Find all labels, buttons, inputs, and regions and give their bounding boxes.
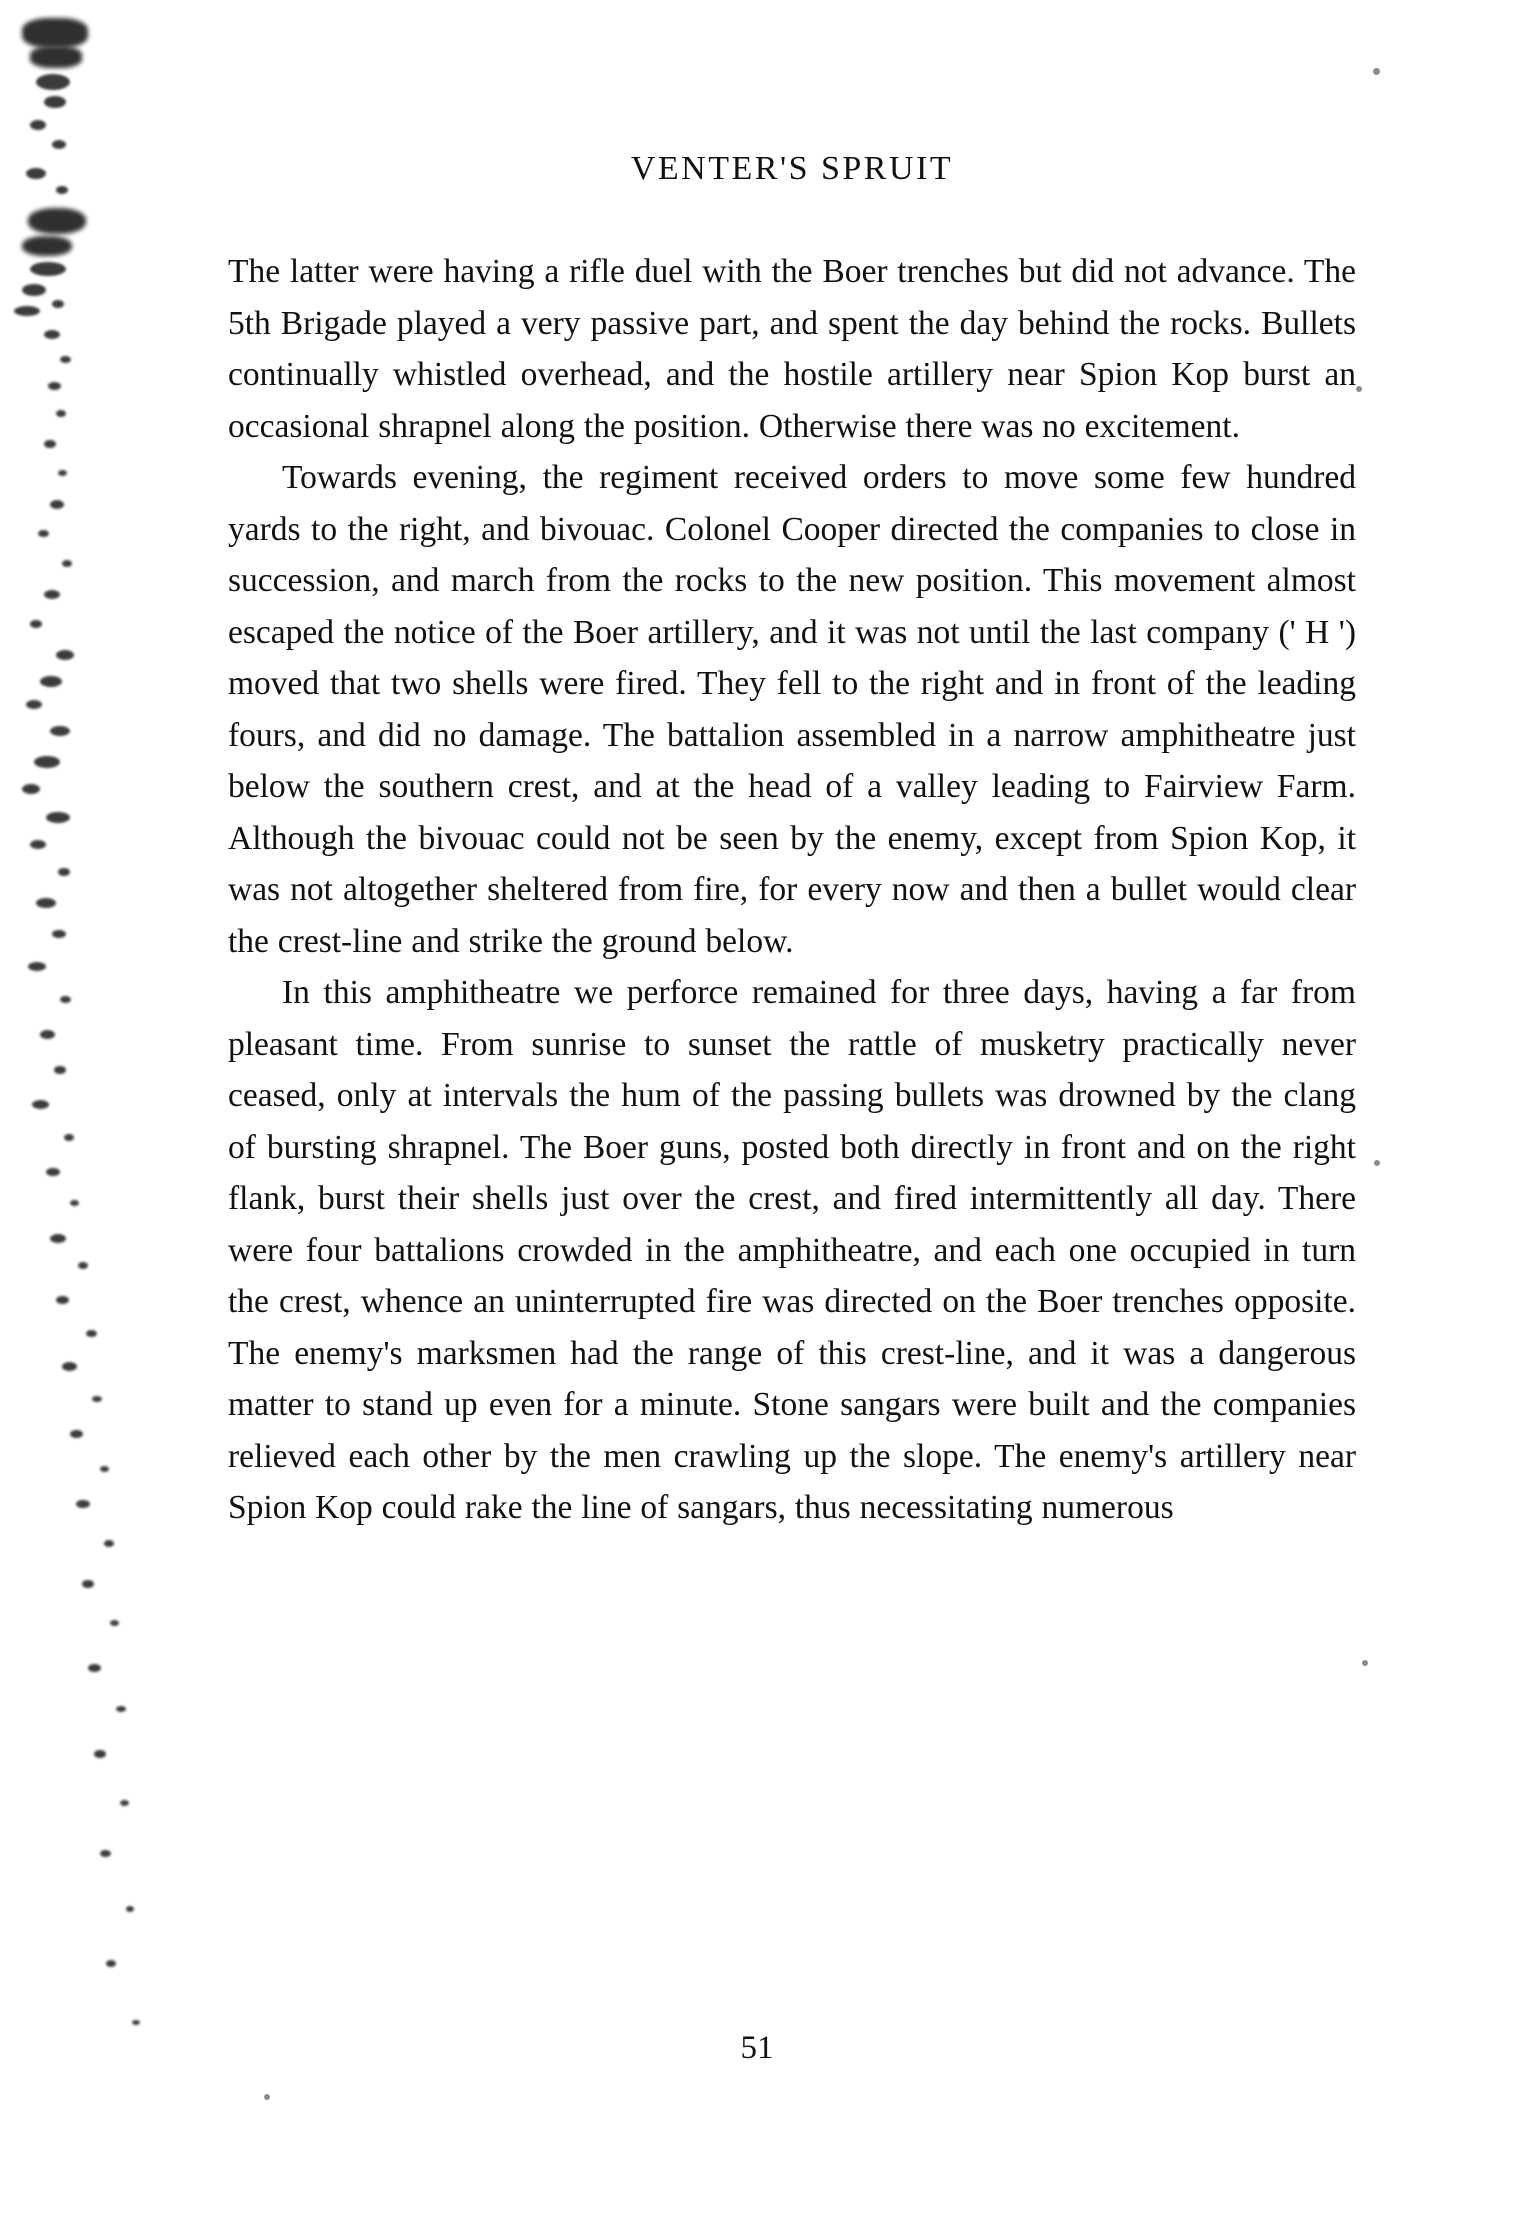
scan-speck xyxy=(1374,1160,1380,1166)
running-head: VENTER'S SPRUIT xyxy=(630,150,954,187)
scan-speck xyxy=(264,2094,270,2100)
scan-speck xyxy=(1373,68,1380,75)
paragraph: Towards evening, the regiment received orders to move some few hundred yards to the right, and bivouac. Colonel Cooper directed the companies to close in succession, and march from the rocks to the new position. This movement almost escaped the notice of the Boer artillery, and it was not until the last company (' H ') moved that two shells were fired. They fell to the right and in front of the leading fours, and did no damage. The battalion assembled in a narrow amphitheatre just below the southern crest, and at the head of a valley leading to Fairview Farm. Although the bivouac could not be seen by the enemy, except from Spion Kop, it was not altogether sheltered from fire, for every now and then a bullet would clear the crest-line and strike the ground below. xyxy=(228,459,1356,960)
paragraph: The latter were having a rifle duel with the Boer trenches but did not advance. The 5th Brigade played a very passive part, and spent the day behind the rocks. Bullets continually whistled overhead, and the hostile artillery near Spion Kop burst an occasional shrapnel along the position. Otherwise there was no excitement. xyxy=(228,253,1356,445)
scan-edge-artifact xyxy=(0,0,150,2225)
body-text xyxy=(228,246,1356,1534)
scan-speck xyxy=(1356,386,1362,392)
page-number: 51 xyxy=(740,2030,774,2066)
page-content xyxy=(228,150,1356,1534)
scan-speck xyxy=(1362,1660,1368,1666)
paragraph: In this amphitheatre we perforce remained for three days, having a far from pleasant time. From sunrise to sunset the rattle of musketry practically never ceased, only at intervals the hum of the passing bullets was drowned by the clang of bursting shrapnel. The Boer guns, posted both directly in front and on the right flank, burst their shells just over the crest, and fired intermittently all day. There were four battalions crowded in the amphitheatre, and each one occupied in turn the crest, whence an uninterrupted fire was directed on the Boer trenches opposite. The enemy's marksmen had the range of this crest-line, and it was a dangerous matter to stand up even for a minute. Stone sangars were built and the companies relieved each other by the men crawling up the slope. The enemy's artillery near Spion Kop could rake the line of sangars, thus necessitating numerous xyxy=(228,974,1356,1526)
